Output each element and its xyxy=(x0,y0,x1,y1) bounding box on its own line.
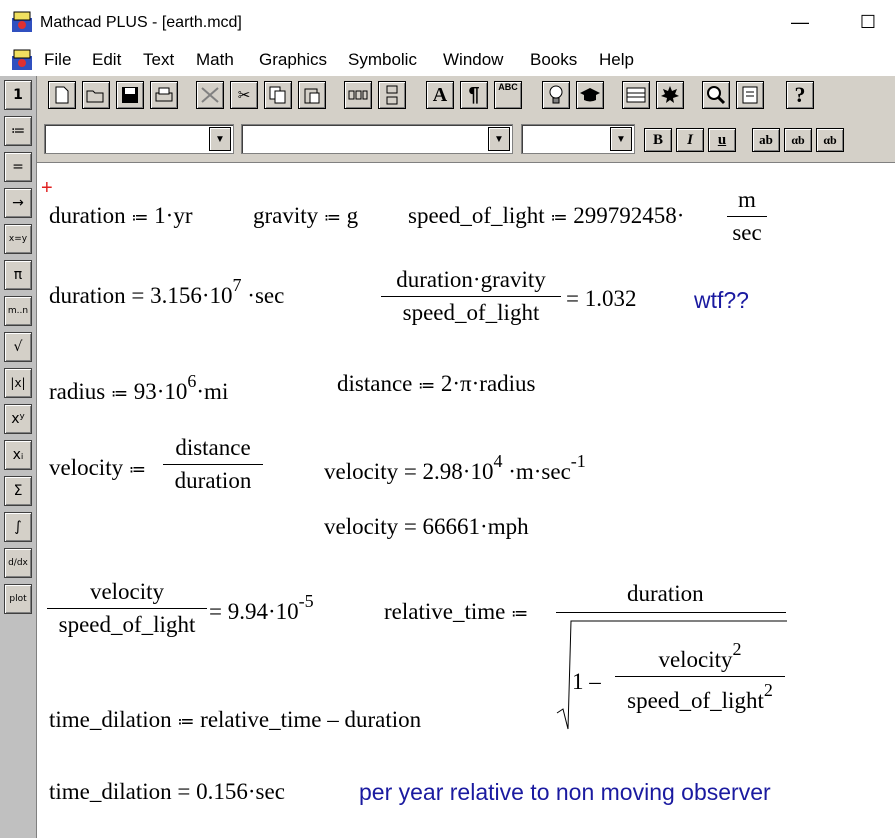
worksheet[interactable] xyxy=(37,163,895,838)
chevron-down-icon[interactable]: ▼ xyxy=(488,127,510,151)
one-minus: 1 – xyxy=(572,669,601,694)
duration-evaluation[interactable]: duration = $3.156\cdot 10^7 \cdot\sec$ xyxy=(49,275,285,308)
relative-time-numerator: duration xyxy=(627,581,704,606)
assign-operator: ≔ xyxy=(177,712,195,731)
menu-edit[interactable]: Edit xyxy=(92,50,122,69)
variable-name: gravity xyxy=(253,203,319,228)
notepad-icon[interactable] xyxy=(736,81,764,109)
maple-leaf-icon[interactable] xyxy=(656,81,684,109)
math-palette xyxy=(0,76,37,838)
gravity-definition[interactable] xyxy=(253,203,358,229)
palette-evaluate-button[interactable]: = xyxy=(4,152,32,182)
window-title: Mathcad PLUS - [earth.mcd] xyxy=(40,14,242,31)
font-size-select[interactable] xyxy=(521,124,635,154)
insert-matrix-icon[interactable] xyxy=(344,81,372,109)
superscript-button[interactable]: αb xyxy=(816,128,844,152)
expression: 299792458· xyxy=(573,203,685,228)
style-select[interactable] xyxy=(44,124,234,154)
assign-operator: ≔ xyxy=(128,460,146,479)
help-icon[interactable]: ? xyxy=(786,81,814,109)
ab-button[interactable]: ab xyxy=(752,128,780,152)
speed-of-light-definition[interactable] xyxy=(408,203,684,229)
assign-operator: ≔ xyxy=(511,604,529,623)
palette-pi-button[interactable]: π xyxy=(4,260,32,290)
paste-icon[interactable] xyxy=(298,81,326,109)
assign-operator: ≔ xyxy=(131,208,149,227)
menu-books[interactable]: Books xyxy=(530,50,578,69)
document-icon[interactable] xyxy=(10,48,34,72)
format-toolbar xyxy=(36,120,895,164)
italic-button[interactable]: I xyxy=(676,128,704,152)
distance-definition[interactable]: distance ≔ 2·π·radius xyxy=(337,371,536,396)
menu-symbolic[interactable]: Symbolic xyxy=(348,50,417,69)
paragraph-icon[interactable]: ¶ xyxy=(460,81,488,109)
menu-graphics[interactable]: Graphics xyxy=(259,50,328,69)
palette-numeric-button[interactable]: 1 xyxy=(4,80,32,110)
menu-text[interactable]: Text xyxy=(143,50,175,69)
variable-name: duration xyxy=(49,203,126,228)
spell-check-icon[interactable]: ABC xyxy=(494,81,522,109)
palette-summation-button[interactable]: Σ xyxy=(4,476,32,506)
radius-definition[interactable]: radius ≔ $93\cdot 10^6\cdot mi$ xyxy=(49,371,229,404)
standard-toolbar xyxy=(36,76,895,121)
save-disk-icon[interactable] xyxy=(116,81,144,109)
assign-operator: ≔ xyxy=(110,384,128,403)
cursor-crosshair: + xyxy=(41,177,53,199)
palette-power-button[interactable]: xʸ xyxy=(4,404,32,434)
chevron-down-icon[interactable]: ▼ xyxy=(610,127,632,151)
palette-integral-button[interactable]: ∫ xyxy=(4,512,32,542)
menu-math[interactable]: Math xyxy=(196,50,234,69)
velocity-mph-evaluation[interactable]: velocity = 66661·mph xyxy=(324,514,529,539)
maximize-button[interactable]: ☐ xyxy=(859,12,877,32)
text-region-icon[interactable]: A xyxy=(426,81,454,109)
scissors-icon[interactable]: ✂ xyxy=(230,81,258,109)
lightbulb-icon[interactable] xyxy=(542,81,570,109)
palette-boolean-button[interactable]: x=y xyxy=(4,224,32,254)
open-folder-icon[interactable] xyxy=(82,81,110,109)
font-select[interactable] xyxy=(241,124,513,154)
menu-help[interactable]: Help xyxy=(599,50,634,69)
zoom-icon[interactable] xyxy=(702,81,730,109)
velocity-evaluation[interactable]: velocity = $2.98\cdot 10^4 \cdot m\cdot\sec^{-1}$ xyxy=(324,451,586,484)
time-dilation-definition[interactable]: time_dilation ≔ relative_time – duration xyxy=(49,707,422,732)
expression: 1·yr xyxy=(154,203,193,228)
comment-wtf[interactable]: wtf?? xyxy=(694,287,749,313)
velocity-ratio-fraction[interactable]: velocity speed_of_light xyxy=(47,579,207,638)
palette-plot-button[interactable]: plot xyxy=(4,584,32,614)
velocity-definition[interactable]: velocity ≔ xyxy=(49,455,146,480)
bold-button[interactable]: B xyxy=(644,128,672,152)
ratio-fraction[interactable]: duration·gravity speed_of_light xyxy=(381,267,561,326)
calculate-icon[interactable] xyxy=(622,81,650,109)
ratio-result: = 1.032 xyxy=(566,286,637,311)
mathcad-app-icon[interactable] xyxy=(10,10,34,34)
palette-subscript-button[interactable]: xᵢ xyxy=(4,440,32,470)
mortarboard-icon[interactable] xyxy=(576,81,604,109)
palette-absolute-button[interactable]: |x| xyxy=(4,368,32,398)
palette-symbolic-arrow-button[interactable]: → xyxy=(4,188,32,218)
palette-derivative-button[interactable]: d/dx xyxy=(4,548,32,578)
subscript-button[interactable]: αb xyxy=(784,128,812,152)
title-bar xyxy=(0,0,895,44)
time-dilation-evaluation[interactable]: time_dilation = 0.156·sec xyxy=(49,779,285,804)
palette-sqrt-button[interactable]: √ xyxy=(4,332,32,362)
velocity-ratio-result: = $9.94\cdot 10^{-5}$ xyxy=(209,591,314,624)
velocity-fraction: distance duration xyxy=(163,435,263,494)
chevron-down-icon[interactable]: ▼ xyxy=(209,127,231,151)
assign-operator: ≔ xyxy=(323,208,341,227)
menu-bar xyxy=(0,44,895,76)
unit-fraction: m sec xyxy=(727,187,767,246)
duration-definition[interactable] xyxy=(49,203,192,229)
menu-window[interactable]: Window xyxy=(443,50,504,69)
align-icon[interactable] xyxy=(378,81,406,109)
comment-per-year[interactable]: per year relative to non moving observer xyxy=(359,779,771,805)
cut-region-icon[interactable] xyxy=(196,81,224,109)
expression: g xyxy=(346,203,359,228)
palette-define-button[interactable]: ≔ xyxy=(4,116,32,146)
menu-file[interactable]: File xyxy=(44,50,72,69)
assign-operator: ≔ xyxy=(550,208,568,227)
velocity-squared-fraction: velocity$^2$ speed_of_light$^2$ xyxy=(615,639,785,714)
copy-icon[interactable] xyxy=(264,81,292,109)
relative-time-definition[interactable]: relative_time ≔ xyxy=(384,599,529,624)
fraction-bar xyxy=(556,612,786,613)
assign-operator: ≔ xyxy=(418,376,436,395)
minimize-button[interactable]: — xyxy=(791,12,809,32)
underline-button[interactable]: u xyxy=(708,128,736,152)
new-document-icon[interactable] xyxy=(48,81,76,109)
print-icon[interactable] xyxy=(150,81,178,109)
variable-name: speed_of_light xyxy=(408,203,545,228)
palette-range-button[interactable]: m..n xyxy=(4,296,32,326)
